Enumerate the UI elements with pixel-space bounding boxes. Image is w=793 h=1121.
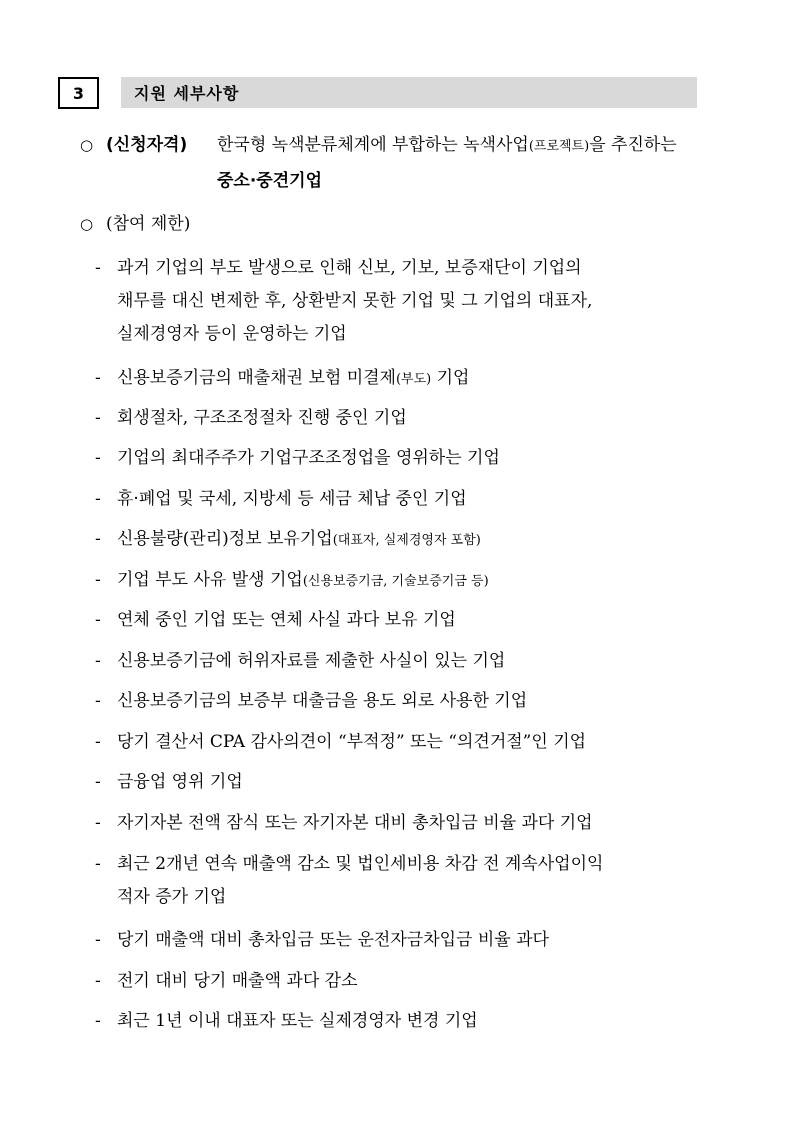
section-number: 3	[58, 77, 99, 109]
list-item-dash: -	[95, 570, 101, 590]
list-item: 회생절차, 구조조정절차 진행 중인 기업	[117, 408, 407, 428]
restriction-label: (참여 제한)	[106, 214, 191, 234]
list-item-dash: -	[95, 772, 101, 792]
eligibility-text-end: 을 추진하는	[589, 135, 677, 155]
list-item-dash: -	[95, 971, 101, 991]
list-item-main: 신용보증기금의 매출채권 보험 미결제	[117, 368, 396, 388]
eligibility-text-line2: 중소·중견기업	[217, 171, 322, 191]
list-item: 당기 결산서 CPA 감사의견이 “부적정” 또는 “의견거절”인 기업	[117, 732, 587, 752]
list-item-dash: -	[95, 854, 101, 874]
list-item: 연체 중인 기업 또는 연체 사실 과다 보유 기업	[117, 610, 456, 630]
list-item: 휴·폐업 및 국세, 지방세 등 세금 체납 중인 기업	[117, 489, 467, 509]
list-item-dash: -	[95, 368, 101, 388]
list-item-dash: -	[95, 930, 101, 950]
list-item-end: 기업	[431, 368, 470, 388]
list-item-small: (부도)	[395, 372, 432, 387]
list-item: 최근 1년 이내 대표자 또는 실제경영자 변경 기업	[117, 1011, 478, 1031]
list-item-small: (대표자, 실제경영자 포함)	[332, 533, 481, 548]
list-item-dash: -	[95, 691, 101, 711]
list-item-line: 최근 2개년 연속 매출액 감소 및 법인세비용 차감 전 계속사업이익	[117, 854, 604, 874]
list-item-dash: -	[95, 732, 101, 752]
list-item: 자기자본 전액 잠식 또는 자기자본 대비 총차입금 비율 과다 기업	[117, 813, 593, 833]
list-item-main: 기업 부도 사유 발생 기업	[117, 570, 303, 590]
list-item-small: (신용보증기금, 기술보증기금 등)	[302, 574, 489, 589]
list-item: 기업의 최대주주가 기업구조조정업을 영위하는 기업	[117, 448, 500, 468]
list-item-dash: -	[95, 529, 101, 549]
eligibility-text-small: (프로젝트)	[528, 139, 590, 154]
eligibility-label: (신청자격)	[106, 135, 188, 155]
list-item-dash: -	[95, 489, 101, 509]
list-item	[117, 568, 489, 592]
eligibility-text-main: 한국형 녹색분류체계에 부합하는 녹색사업	[217, 135, 529, 155]
list-item-dash: -	[95, 408, 101, 428]
list-item	[117, 366, 469, 390]
list-item-line: 실제경영자 등이 운영하는 기업	[117, 324, 347, 344]
list-item: 당기 매출액 대비 총차입금 또는 운전자금차입금 비율 과다	[117, 930, 549, 950]
restriction-bullet: ○	[80, 215, 94, 233]
list-item-dash: -	[95, 1011, 101, 1031]
list-item-dash: -	[95, 610, 101, 630]
list-item-dash: -	[95, 651, 101, 671]
list-item-dash: -	[95, 258, 101, 278]
eligibility-bullet: ○	[80, 136, 94, 154]
list-item: 신용보증기금의 보증부 대출금을 용도 외로 사용한 기업	[117, 691, 528, 711]
list-item-line: 과거 기업의 부도 발생으로 인해 신보, 기보, 보증재단이 기업의	[117, 258, 582, 278]
list-item: 금융업 영위 기업	[117, 772, 243, 792]
list-item-main: 신용불량(관리)정보 보유기업	[117, 529, 333, 549]
list-item-dash: -	[95, 813, 101, 833]
list-item: 신용보증기금에 허위자료를 제출한 사실이 있는 기업	[117, 651, 506, 671]
list-item: 전기 대비 당기 매출액 과다 감소	[117, 971, 358, 991]
eligibility-text-line1	[217, 133, 677, 157]
list-item	[117, 527, 481, 551]
section-title: 지원 세부사항	[121, 77, 697, 108]
list-item-line: 채무를 대신 변제한 후, 상환받지 못한 기업 및 그 기업의 대표자,	[117, 291, 593, 311]
list-item-dash: -	[95, 448, 101, 468]
list-item-line: 적자 증가 기업	[117, 887, 227, 907]
